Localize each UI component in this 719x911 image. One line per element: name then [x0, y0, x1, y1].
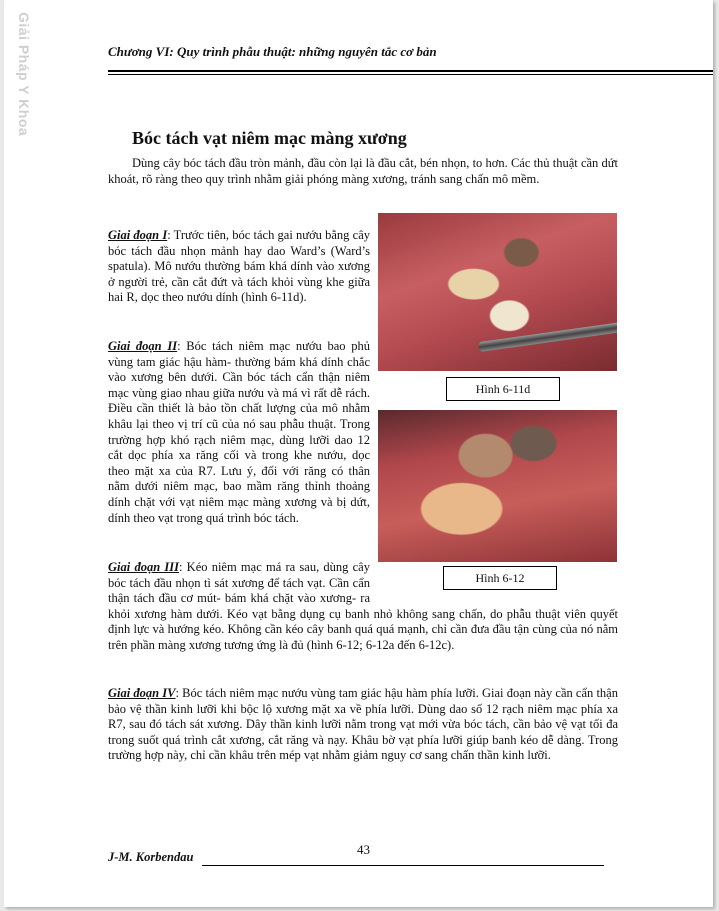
document-page: [4, 0, 713, 907]
stage-3-paragraph-a: [108, 560, 618, 654]
footer-rule: [202, 865, 604, 866]
chapter-header: Chương VI: Quy trình phẫu thuật: những nguyên tắc cơ bản: [108, 44, 437, 59]
stage-4-paragraph: [108, 686, 618, 764]
surgical-photo-6-11d: [378, 213, 617, 371]
intro-paragraph: Dùng cây bóc tách đầu tròn mảnh, đầu còn lại là đầu cắt, bén nhọn, to hơn. Các thủ thuật cần dứt khoát, rõ ràng theo quy trình nhằm giải phóng màng xương, tránh sang chấn mô mềm.: [108, 156, 618, 186]
header-rule-thin: [108, 74, 713, 75]
stage-1-heading: Giai đoạn I: [108, 228, 168, 242]
footer-author: J-M. Korbendau: [108, 850, 194, 864]
figure-float-spacer: [370, 560, 618, 606]
stage-4-heading: Giai đoạn IV: [108, 686, 176, 700]
stage-2-heading: Giai đoạn II: [108, 339, 178, 353]
header-rule: [108, 70, 713, 72]
stage-3-heading: Giai đoạn III: [108, 560, 179, 574]
figure-caption-6-11d: Hình 6-11d: [446, 377, 560, 401]
page-number: 43: [357, 842, 370, 857]
section-title: Bóc tách vạt niêm mạc màng xương: [132, 128, 407, 148]
instrument-shape: [478, 320, 617, 352]
watermark: Giải Pháp Y Khoa: [16, 12, 32, 137]
surgical-photo-6-12: [378, 410, 617, 562]
stage-1-text: : Trước tiên, bóc tách gai nướu bằng cây bóc tách đầu nhọn mảnh hay dao Ward’s (Ward’s spatula). Mô nướu thường bám khá dính vào xương ở người trẻ, cần cắt đứt và tách khỏi vùng khe giữa hai R, dọc theo nướu dính (hình 6-11d).: [108, 228, 370, 305]
stage-3-text: : Kéo niêm mạc má ra sau, dùng cây bóc tách đầu nhọn tì sát xương để tách vạt. Cần cẩn thận tách đầu cơ mút- bám khá chặt vào xương- ra khỏi xương hàm dưới. Kéo vạt bằng dụng cụ banh nhỏ không sang chấn, do phẫu thuật viên quyết định lực và hướng kéo. Không cần kéo cây banh quá quá mạnh, chỉ cần đưa đầu tận cùng của nó nằm trên phần màng xương tương ứng là đủ (hình 6-12; 6-12a đến 6-12c).: [108, 560, 618, 652]
stage-2-text: : Bóc tách niêm mạc nướu bao phủ vùng tam giác hậu hàm- thường bám khá dính chắc vào xương bên dưới. Cần bóc tách cẩn thận niêm mạc vùng giao nhau giữa nướu và má vì rất dễ rách. Điều cần thiết là bảo tồn chất lượng của mô nhằm khâu lại theo vị trí cũ của nó sau phẫu thuật. Trong trường hợp khó rạch niêm mạc, dùng lưỡi dao 12 cắt dọc phía xa răng cối và trong khe nướu, dọc theo mặt xa của R7. Lưu ý, đối với răng có thân nằm dưới niêm mạc, bao mầm răng thỉnh thoảng dính chặt với vạt niêm mạc màng xương và bị dứt, dính theo vạt trong quá trình bóc tách.: [108, 339, 370, 525]
stage-4-text: : Bóc tách niêm mạc nướu vùng tam giác hậu hàm phía lưỡi. Giai đoạn này cần cẩn thận bảo vệ thần kinh lưỡi khi bộc lộ xương mặt xa về phía lưỡi. Dùng dao số 12 rạch niêm mạc phía xa R7, sau đó tách sát xương. Dây thần kinh lưỡi nằm trong vạt mới vừa bóc tách, cần bảo vệ vạt tối đa trong suốt quá trình cắt xương, cắt răng và nạy. Khâu bờ vạt phía lưỡi giúp banh kéo dễ dàng. Trong trường hợp này, chỉ cần khâu trên mép vạt nhằm giảm nguy cơ sang chấn thần kinh lưỡi.: [108, 686, 618, 763]
stage-2-paragraph: [108, 339, 370, 526]
stage-1-paragraph: [108, 228, 370, 306]
figure-caption-6-12: Hình 6-12: [443, 566, 557, 590]
